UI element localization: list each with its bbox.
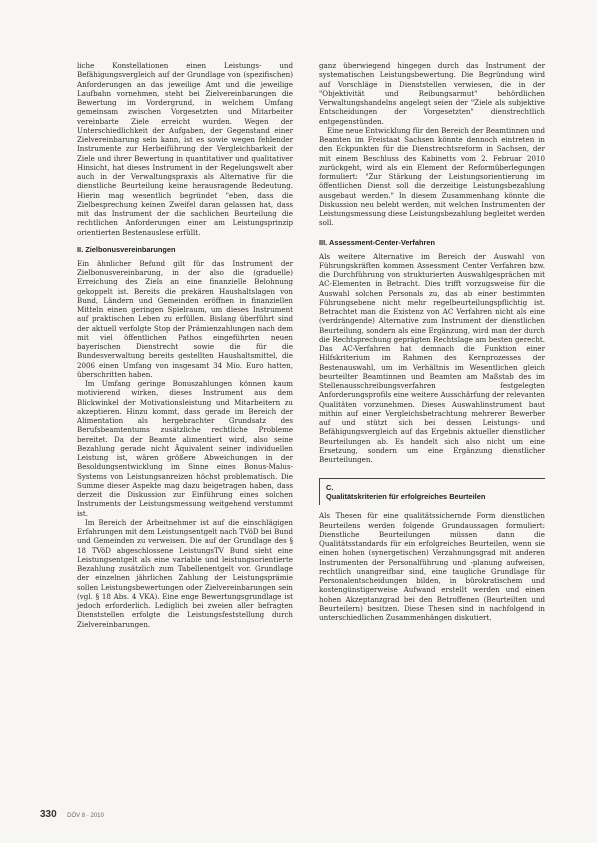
journal-issue: DÖV 8 · 2010	[67, 813, 104, 819]
paragraph: Im Umfang geringe Bonuszahlungen können kaum motivierend wirken, dieses Instrument aus dem Blickwinkel der Motivationsleistung und Mitarbeitern zu akzeptieren. Hinzu kommt, dass gerade im Bereich der Alimentation als hergebrachter Grundsatz des Berufsbeamtentums zusätzliche rechtliche Probleme bereitet. Da der Beamte alimentiert wird, also seine Bezahlung gerade nicht Äquivalent seiner individuellen Leistung ist, wären größere Abweichungen in der Besoldungsentwicklung im Sinne eines Bonus-Malus-Systems von Leistungsanreizen höchst problematisch. Die Summe dieser Aspekte mag dazu beigetragen haben, dass derzeit die Diskussion zur Einführung eines solchen Instruments der Leistungsmessung weitgehend verstummt ist.	[77, 379, 293, 518]
chapter-title: Qualitätskriterien für erfolgreiches Beurteilen	[326, 492, 486, 502]
page-footer	[40, 804, 104, 822]
paragraph: Ein ähnlicher Befund gilt für das Instrument der Zielbonusvereinbarung, in der also die (graduelle) Erreichung des Ziels an eine finanzielle Belohnung gekoppelt ist. Bereits die prekären Haushaltslagen von Bund, Ländern und Gemeinden eröffnen in finanziellen Mitteln einen geringen Spielraum, um dieses Instrument auf praktischen Leben zu erfüllen. Bislang überführt sind der aktuell verfolgte Stop der Prämienzahlungen nach dem mit viel öffentlichen Pathos eingeführten neuen bayerischen Dienstrecht sowie die für die Bundesverwaltung bereits gestellten Haushaltsmittel, die 2006 einen Umfang von insgesamt 34 Mio. Euro hatten, überschritten haben.	[77, 258, 293, 379]
paragraph: Als weitere Alternative im Bereich der Auswahl von Führungskräften kommen Assessment Center Verfahren bzw. die Durchführung von strukturierten Auswahlgesprächen mit AC-Elementen in Betracht. Dies trifft vorzugsweise für die Auswahl solchen Personals zu, das ab einer bestimmten Führungsebene nicht mehr regelbeurteilungspflichtig ist. Betrachtet man die Existenz von AC Verfahren nicht als eine (verdrängende) Alternative zum Instrument der dienstlichen Beurteilung, sondern als eine Ergänzung, wird man der durch die Rechtsprechung geprägten Rechtslage am besten gerecht. Das AC-Verfahren hat demnach die Funktion einer Hilfskriterium im Rahmen des Kernprozesses der Bestenauswahl, um im Verhältnis im Wesentlichen gleich beurteilter Beamtinnen und Beamten am Maßstab des im Stellenausschreibungsverfahren festgelegten Anforderungsprofils eine weitere Ausschärfung der relevanten Qualitäten vorzunehmen. Dieses Auswahlinstrument baut mithin auf einer Vergleichsbetrachtung mehrerer Bewerber auf und stützt sich bei dessen Leistungs- und Befähigungsvergleich auf das Ergebnis aktueller dienstlicher Beurteilungen ab. Es handelt sich also nicht um eine Ersetzung, sondern um eine Ergänzung dienstlicher Beurteilungen.	[319, 251, 546, 464]
chapter-letter: C.	[326, 483, 334, 493]
chapter-heading-box	[319, 478, 545, 505]
left-column	[77, 61, 293, 629]
paragraph: Im Bereich der Arbeitnehmer ist auf die einschlägigen Erfahrungen mit dem Leistungsentgelt nach TVöD bei Bund und Gemeinden zu verweisen. Die auf der Grundlage des § 18 TVöD abgeschlossene LeistungsTV Bund sieht eine Leistungsentgelt als eine variable und leistungsorientierte Bezahlung zusätzlich zum Tabellenentgelt vor. Grundlage der einzelnen jährlichen Zahlung der Leistungsprämie sollen Leistungsbewertungen oder Zielvereinbarungen sein (vgl. § 18 Abs. 4 VKA). Eine enge Bewertungsgrundlage ist jedoch erforderlich. Lediglich bei zweien aller befragten Dienststellen erfolgte die Leistungsfeststellung durch Zielvereinbarungen.	[77, 517, 293, 629]
paragraph: Eine neue Entwicklung für den Bereich der Beamtinnen und Beamten im Freistaat Sachsen könnte dennoch eintreten in den Eckpunkten für die Dienstrechtsreform in Sachsen, der mit einem Beschluss des Kabinetts vom 2. Februar 2010 zurückgeht, wird als ein Element der Reformüberlegungen formuliert: "Zur Stärkung der Leistungsorientierung im öffentlichen Dienst soll die derzeitige Leistungsbezahlung ausgebaut werden." In diesem Zusammenhang könnte die Diskussion neu belebt werden, mit welchen Instrumenten der Leistungsmessung diese Leistungsbezahlung begleitet werden soll.	[319, 125, 545, 228]
right-column	[319, 61, 545, 622]
section-heading: II. Zielbonusvereinbarungen	[77, 244, 176, 254]
page-number: 330	[40, 809, 57, 820]
paragraph: ganz überwiegend hingegen durch das Instrument der systematischen Leistungsbewertung. Die Begründung wird auf Vorschläge in Dienststellen verwiesen, die in der "Objektivität und Reibungsarmut" behördlichen Verwaltungshandelns angelegt seien der "Ziele als subjektive Entscheidungen der Vorgesetzten" dienstrechtlich entgegenstünden.	[319, 61, 545, 126]
paragraph: Als Thesen für eine qualitätssichernde Form dienstlichen Beurteilens werden folgende Grundaussagen formuliert: Dienstliche Beurteilungen müssen dann die Qualitätsstandards für ein erfolgreiches Beurteilen, wenn sie einen hohen (synergetischen) Verzahnungsgrad mit anderen Instrumenten der Personalführung und -planung aufweisen, rechtlich unangreifbar sind, eine taugliche Grundlage für Personalentscheidungen bilden, in bürokratischem und kostengünstigerweise Aufwand erstellt werden und einen hohen Akzeptanzgrad bei den Betroffenen (Beurteilten und Beurteilern) besitzen. Diese Thesen sind in nachfolgend in unterschiedlichen Zusammenhängen diskutiert.	[319, 511, 545, 622]
section-heading: III. Assessment-Center-Verfahren	[319, 237, 435, 247]
paragraph: liche Konstellationen einen Leistungs- und Befähigungsvergleich auf der Grundlage von (spezifischen) Anforderungen an das jeweilige Amt und die jeweilige Laufbahn vornehmen, steht bei Zielvereinbarungen die Bewertung im Vordergrund, in welchem Umfang gemeinsam zwischen Vorgesetzten und Mitarbeiter vereinbarte Ziele erreicht wurden. Wegen der Unterschiedlichkeit der Aufgaben, der Gegenstand einer Zielvereinbarung sein kann, ist es sowie wegen fehlender Instrumente zur Herbeiführung der Vergleichbarkeit der Ziele und ihrer Bewertung in quantitativer und qualitativer Hinsicht, hat dieses Instrument in der Regelungswelt aber auch in der Verwaltungspraxis als Alternative für die dienstliche Beurteilung keine herausragende Bedeutung. Hierin mag wesentlich begründet "eben, dass die Zielbesprechung keinen Zweifel daran gelassen hat, dass mit das Instrument der die sachlichen Beurteilung die rechtlichen Anforderungen einer am Leistungsprinzip orientierten Bestenauslese erfüllt.	[77, 61, 293, 237]
